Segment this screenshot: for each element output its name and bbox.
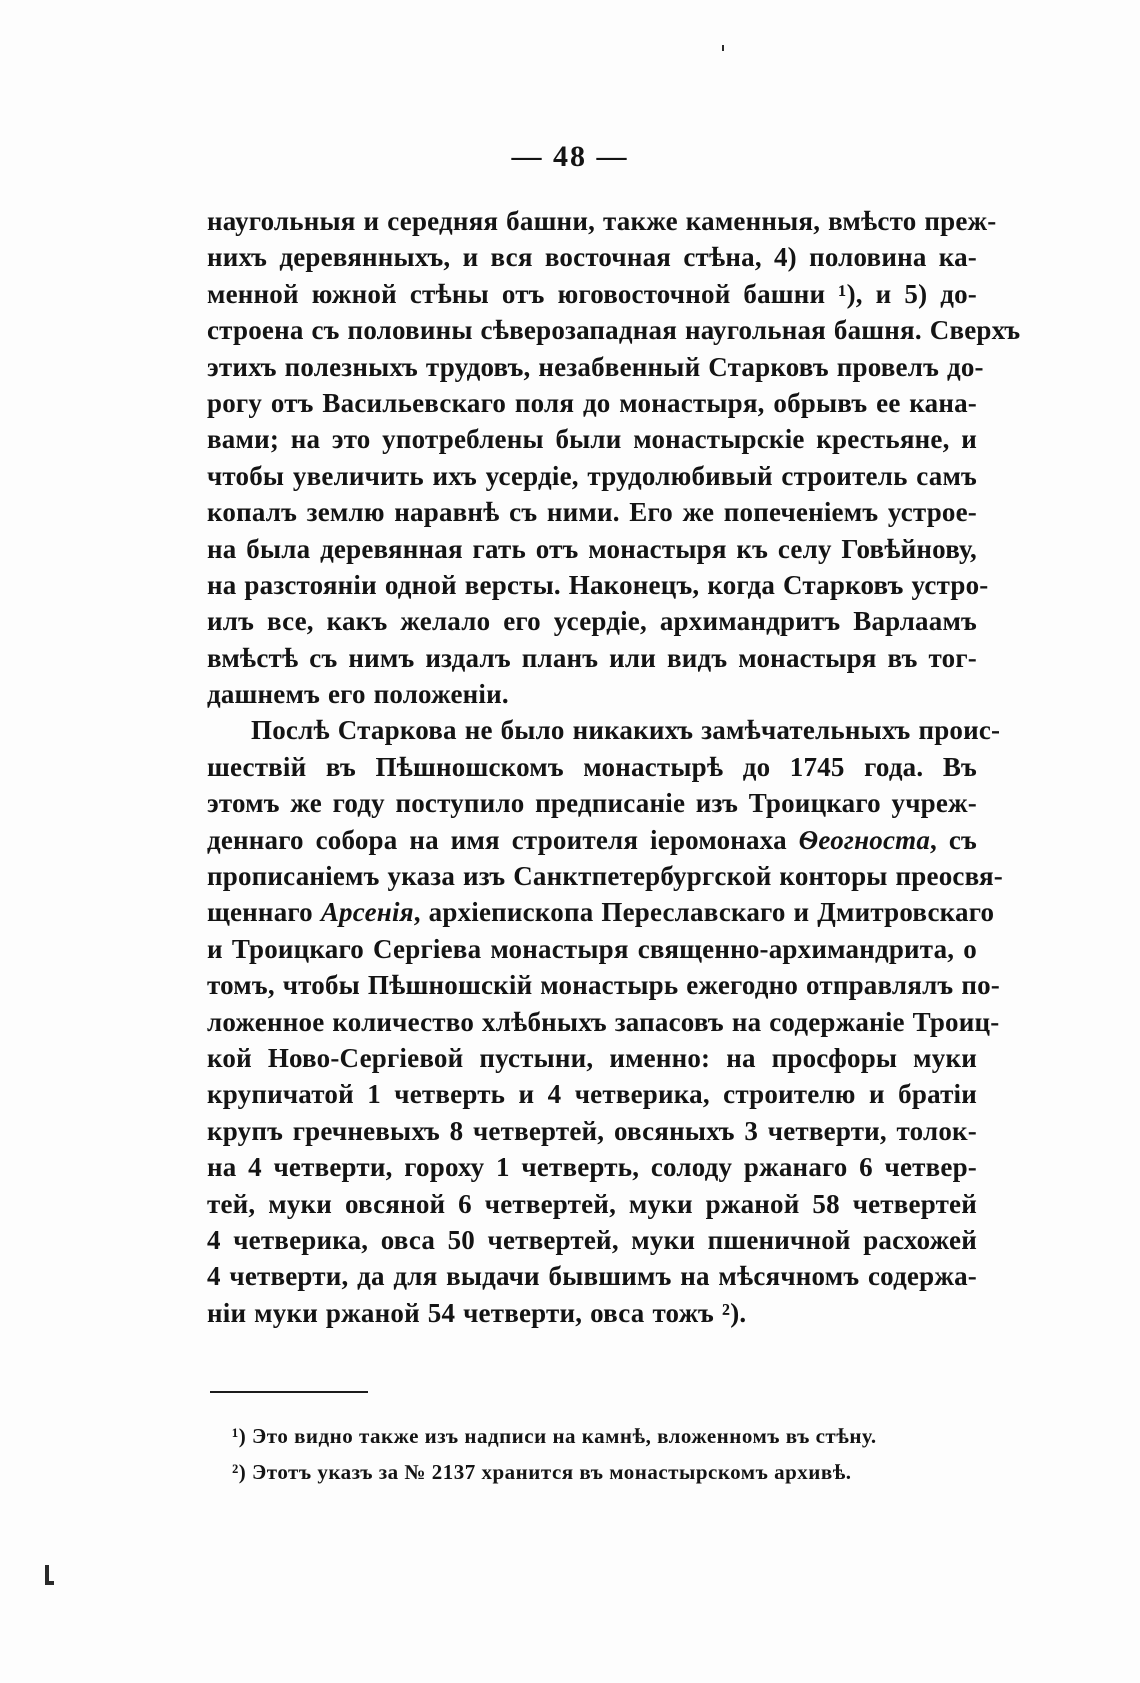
text-line: вмѣстѣ съ нимъ издалъ планъ или видъ монастыря въ тог- — [207, 642, 977, 673]
text-line: рогу отъ Васильевскаго поля до монастыря, обрывъ ее кана- — [207, 387, 977, 418]
body-text — [207, 203, 1021, 1331]
text-fragment: , архіепископа Переславскаго и Дмитровскаго — [413, 897, 995, 928]
text-line: прописаніемъ указа изъ Санктпетербургской конторы преосвя- — [207, 861, 1004, 892]
text-line: крупичатой 1 четверть и 4 четверика, строителю и братіи — [207, 1079, 977, 1110]
name-arseniy: Арсенія — [320, 897, 414, 928]
text-line: этомъ же году поступило предписаніе изъ Троицкаго учреж- — [207, 788, 977, 819]
text-line: шествій въ Пѣшношскомъ монастырѣ до 1745 года. Въ — [207, 751, 977, 782]
text-line: дашнемъ его положеніи. — [207, 679, 509, 710]
text-line: кой Ново-Сергіевой пустыни, именно: на просфоры муки — [207, 1042, 977, 1073]
text-line: вами; на это употреблены были монастырскіе крестьяне, и — [207, 424, 977, 455]
text-line: 4 четверти, да для выдачи бывшимъ на мѣсячномъ содержа- — [207, 1261, 977, 1292]
text-line: строена съ половины сѣверозападная наугольная башня. Сверхъ — [207, 315, 1021, 346]
footnote-1: ¹) Это видно также изъ надписи на камнѣ, вложенномъ въ стѣну. — [232, 1424, 877, 1448]
footnote-separator — [210, 1391, 368, 1393]
text-line: этихъ полезныхъ трудовъ, незабвенный Старковъ провелъ до- — [207, 351, 984, 382]
footnote-2: ²) Этотъ указъ за № 2137 хранится въ монастырскомъ архивѣ. — [232, 1460, 852, 1484]
text-line: на 4 четверти, гороху 1 четверть, солоду ржанаго 6 четвер- — [207, 1152, 977, 1183]
text-line — [207, 894, 995, 930]
text-line: нихъ деревянныхъ, и вся восточная стѣна, 4) половина ка- — [207, 242, 977, 273]
text-line: 4 четверика, овса 50 четвертей, муки пшеничной расхожей — [207, 1224, 977, 1255]
text-fragment: , съ — [930, 824, 978, 855]
page-number: — 48 — — [511, 140, 629, 173]
text-line: ложенное количество хлѣбныхъ запасовъ на содержаніе Троиц- — [207, 1006, 1000, 1037]
text-line: Послѣ Старкова не было никакихъ замѣчательныхъ проис- — [251, 715, 1001, 746]
text-line: чтобы увеличить ихъ усердіе, трудолюбивый строитель самъ — [207, 460, 977, 491]
text-line: томъ, чтобы Пѣшношскій монастырь ежегодно отправлялъ по- — [207, 970, 1000, 1001]
text-line: крупъ гречневыхъ 8 четвертей, овсяныхъ 3 четверти, толок- — [207, 1115, 977, 1146]
name-theognostus: Ѳеогноста — [798, 824, 931, 855]
text-line: на была деревянная гать отъ монастыря къ селу Говѣйнову, — [207, 533, 977, 564]
footnotes — [232, 1418, 977, 1490]
margin-mark-foot — [45, 1581, 54, 1585]
text-line: менной южной стѣны отъ юговосточной башни ¹), и 5) до- — [207, 278, 977, 309]
text-line: илъ все, какъ желало его усердіе, архимандритъ Варлаамъ — [207, 606, 977, 637]
print-speck — [722, 45, 724, 51]
text-fragment: щеннаго — [207, 897, 313, 928]
text-line — [207, 822, 977, 858]
text-line: тей, муки овсяной 6 четвертей, муки ржаной 58 четвертей — [207, 1188, 977, 1219]
text-line: копалъ землю наравнѣ съ ними. Его же попеченіемъ устрое- — [207, 497, 977, 528]
text-line: ніи муки ржаной 54 четверти, овса тожъ ²). — [207, 1297, 747, 1328]
text-line: на разстояніи одной версты. Наконецъ, когда Старковъ устро- — [207, 569, 989, 600]
text-fragment: деннаго собора на имя строителя іеромонаха — [207, 824, 787, 855]
text-line: и Троицкаго Сергіева монастыря священно-архимандрита, о — [207, 933, 977, 964]
text-line: наугольныя и середняя башни, также каменныя, вмѣсто преж- — [207, 206, 997, 236]
